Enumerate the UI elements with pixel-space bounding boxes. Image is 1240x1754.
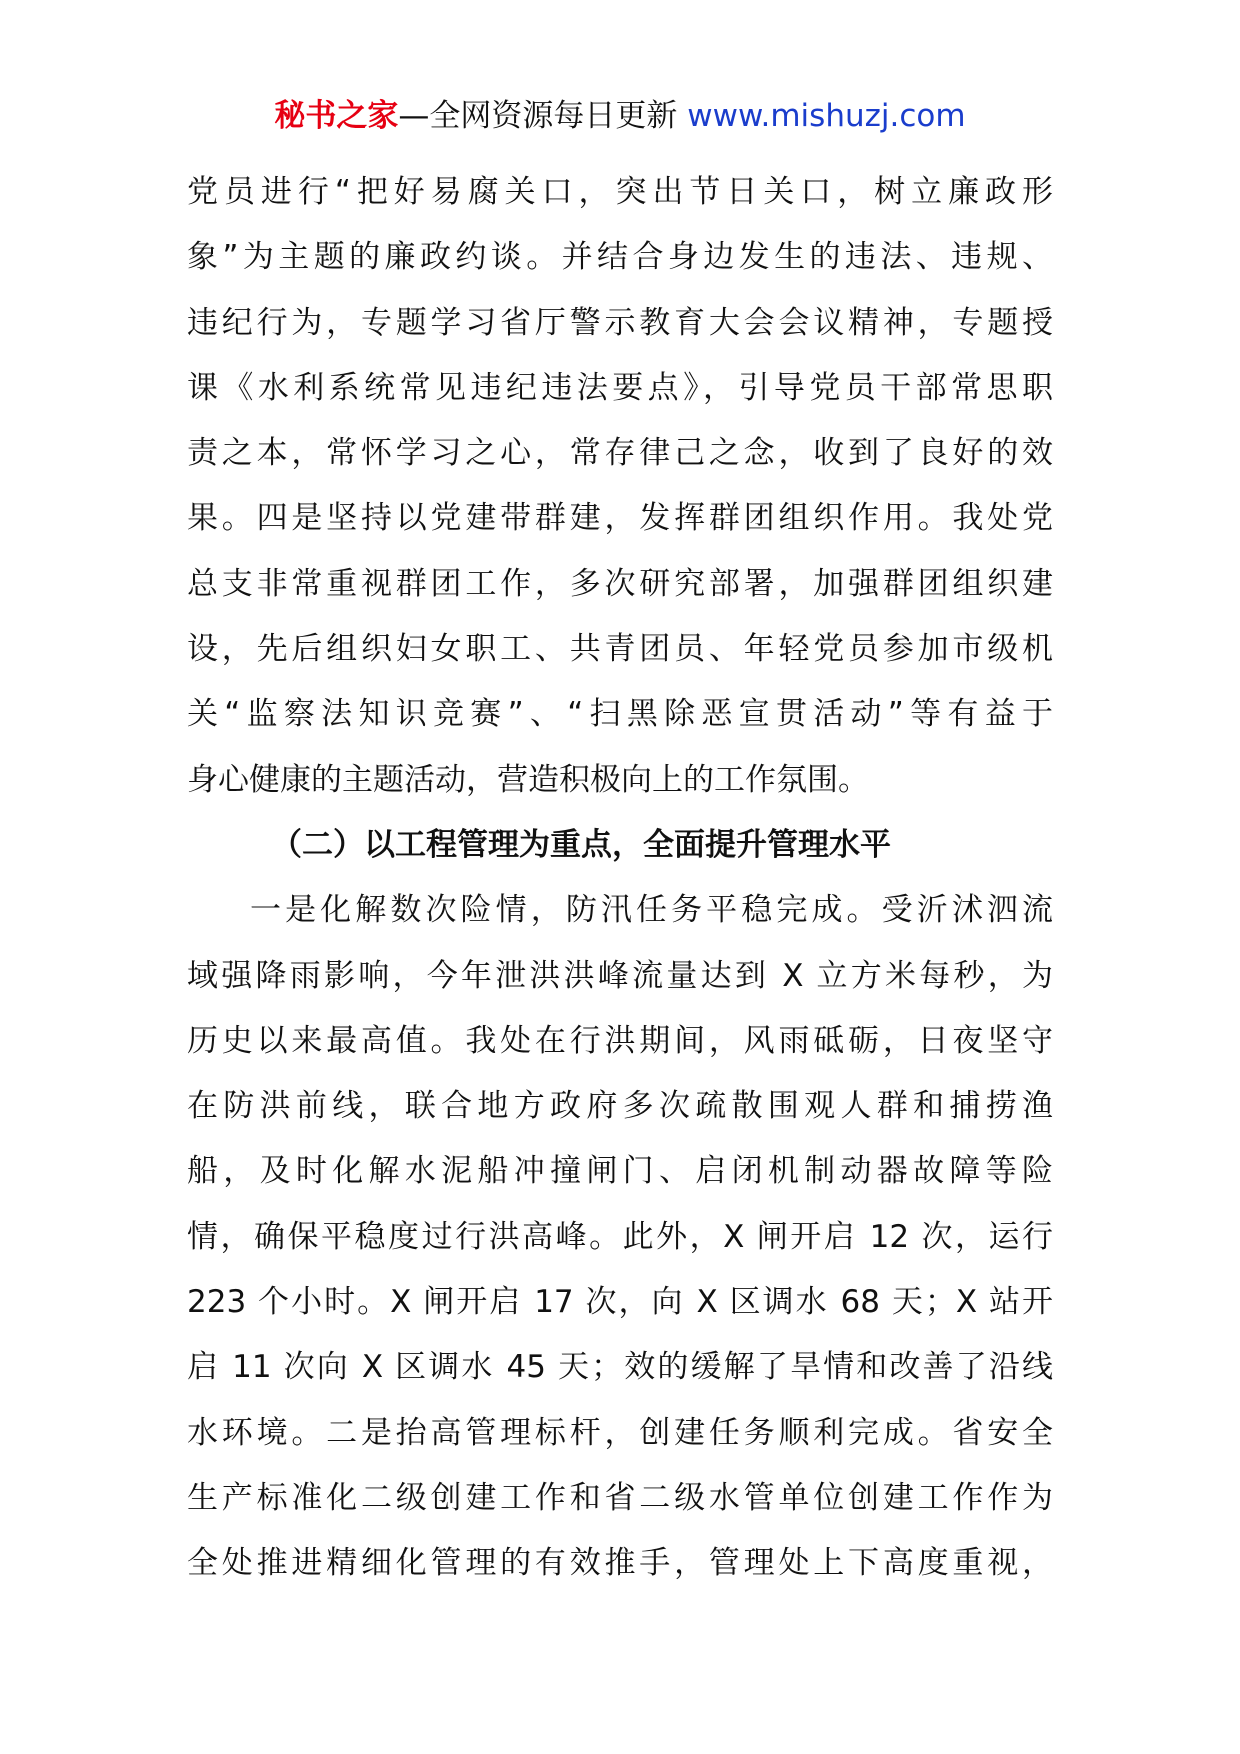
text-line: 果。四是坚持以党建带群建，发挥群团组织作用。我处党	[187, 500, 1053, 537]
text-line: 关“监察法知识竞赛”、“扫黑除恶宣贯活动”等有益于	[187, 696, 1053, 733]
text-line: 情，确保平稳度过行洪高峰。此外，X 闸开启 12 次，运行	[187, 1218, 1053, 1255]
text-line: 历史以来最高值。我处在行洪期间，风雨砥砺，日夜坚守	[187, 1022, 1053, 1059]
text-line: 域强降雨影响，今年泄洪洪峰流量达到 X 立方米每秒，为	[187, 957, 1053, 994]
text-line: 象”为主题的廉政约谈。并结合身边发生的违法、违规、	[187, 239, 1053, 276]
text-line: 启 11 次向 X 区调水 45 天；效的缓解了旱情和改善了沿线	[187, 1349, 1053, 1386]
text-line: 水环境。二是抬高管理标杆，创建任务顺利完成。省安全	[187, 1414, 1053, 1451]
text-line: 223 个小时。X 闸开启 17 次，向 X 区调水 68 天；X 站开	[187, 1284, 1053, 1321]
text-line: 生产标准化二级创建工作和省二级水管单位创建工作作为	[187, 1479, 1053, 1516]
text-line: 课《水利系统常见违纪违法要点》，引导党员干部常思职	[187, 369, 1053, 406]
site-tagline: —全网资源每日更新	[398, 98, 678, 134]
text-line: 党员进行“把好易腐关口，突出节日关口，树立廉政形	[187, 174, 1053, 210]
text-line: 设，先后组织妇女职工、共青团员、年轻党员参加市级机	[187, 631, 1053, 668]
text-line: 船，及时化解水泥船冲撞闸门、启闭机制动器故障等险	[187, 1153, 1053, 1190]
text-line: 责之本，常怀学习之心，常存律己之念，收到了良好的效	[187, 435, 1053, 472]
text-line: 全处推进精细化管理的有效推手，管理处上下高度重视，	[187, 1545, 1053, 1582]
site-brand: 秘书之家	[274, 98, 399, 134]
text-line: 总支非常重视群团工作，多次研究部署，加强群团组织建	[187, 565, 1053, 602]
document-body	[187, 160, 1053, 1597]
section-heading: （二）以工程管理为重点，全面提升管理水平	[271, 826, 891, 863]
site-url-link[interactable]: www.mishuzj.com	[687, 98, 966, 134]
paragraph-first-line: 一是化解数次险情，防汛任务平稳完成。受沂沭泗流	[250, 892, 1053, 929]
text-line: 在防洪前线，联合地方政府多次疏散围观人群和捕捞渔	[187, 1088, 1053, 1125]
page-header	[0, 96, 1240, 136]
text-line: 违纪行为，专题学习省厅警示教育大会会议精神，专题授	[187, 304, 1053, 341]
text-line: 身心健康的主题活动，营造积极向上的工作氛围。	[187, 761, 869, 798]
